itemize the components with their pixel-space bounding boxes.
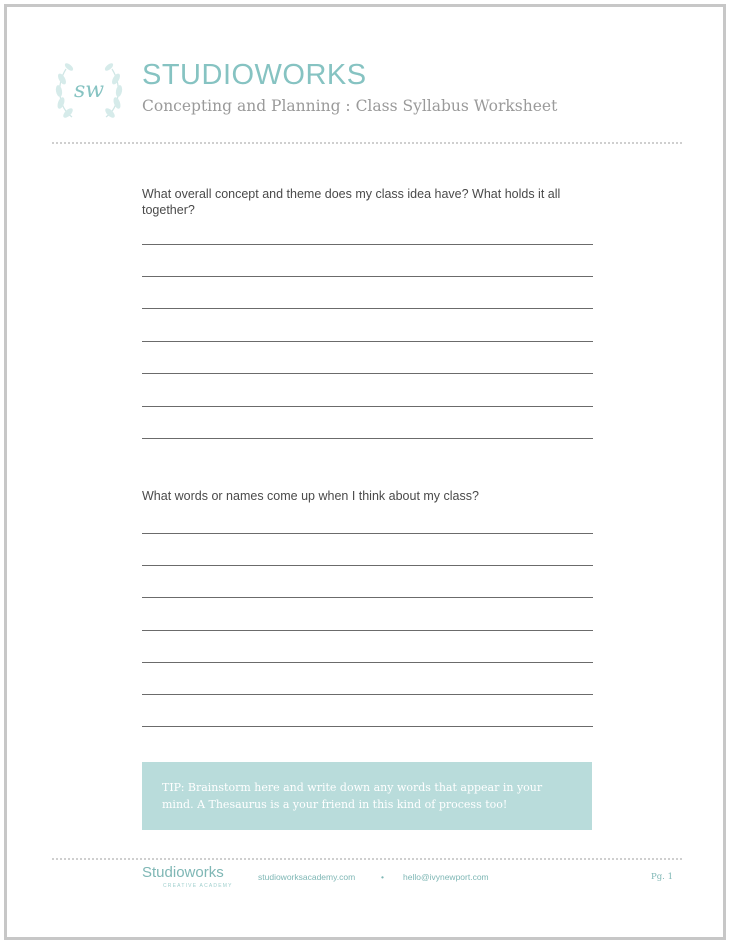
studioworks-logo <box>52 55 126 125</box>
page-number: Pg. 1 <box>651 872 673 882</box>
tip-box <box>142 762 592 830</box>
worksheet-subtitle: Concepting and Planning : Class Syllabus Worksheet <box>142 97 558 115</box>
answer-line[interactable] <box>142 438 593 439</box>
footer-brand-tagline: CREATIVE ACADEMY <box>163 883 233 889</box>
answer-line[interactable] <box>142 597 593 598</box>
answer-line[interactable] <box>142 630 593 631</box>
logo-monogram: sw <box>73 78 105 103</box>
question-1: What overall concept and theme does my class idea have? What holds it all together? <box>142 187 561 217</box>
footer-separator: • <box>381 872 384 882</box>
answer-line[interactable] <box>142 565 593 566</box>
footer-brand: Studioworks <box>142 864 224 881</box>
tip-text: TIP: Brainstorm here and write down any words that appear in your mind. A Thesaurus is a your friend in this kind of process too! <box>162 781 543 811</box>
answer-line[interactable] <box>142 662 593 663</box>
email-link[interactable]: hello@ivynewport.com <box>403 872 489 882</box>
answer-line[interactable] <box>142 308 593 309</box>
question-2: What words or names come up when I think about my class? <box>142 489 479 503</box>
answer-line[interactable] <box>142 533 593 534</box>
header-divider <box>52 142 682 144</box>
answer-line[interactable] <box>142 694 593 695</box>
brand-title: STUDIOWORKS <box>142 59 367 91</box>
answer-line[interactable] <box>142 276 593 277</box>
answer-line[interactable] <box>142 341 593 342</box>
answer-line[interactable] <box>142 406 593 407</box>
answer-line[interactable] <box>142 244 593 245</box>
footer-divider <box>52 858 682 860</box>
website-link[interactable]: studioworksacademy.com <box>258 872 356 882</box>
answer-line[interactable] <box>142 726 593 727</box>
answer-line[interactable] <box>142 373 593 374</box>
